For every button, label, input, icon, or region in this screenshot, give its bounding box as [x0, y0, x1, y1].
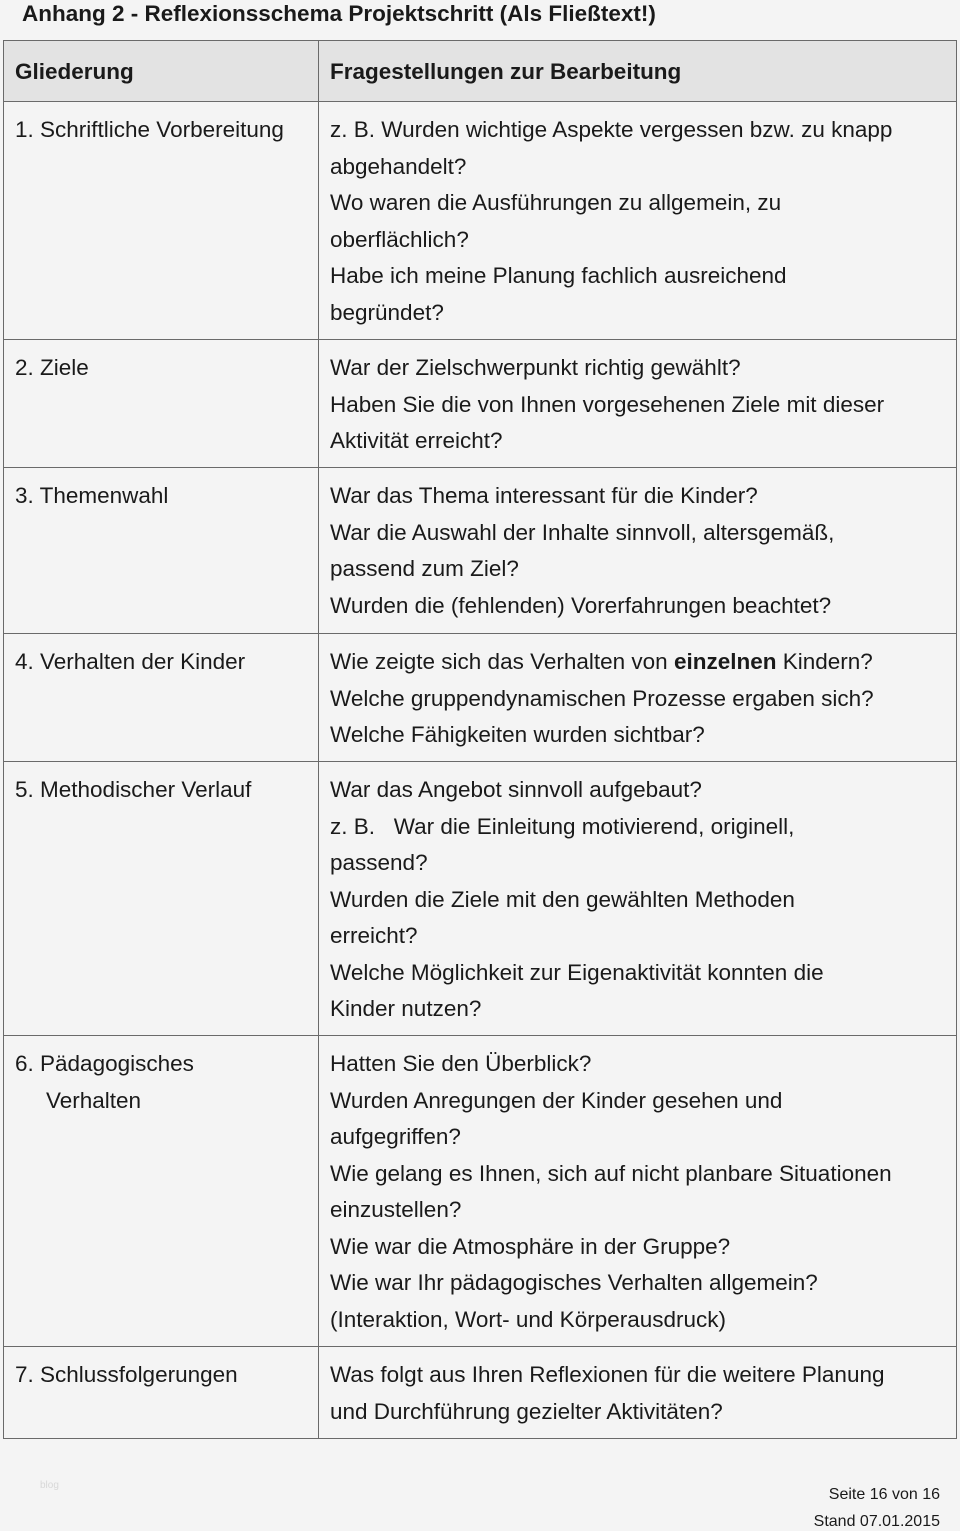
questions-cell	[319, 762, 957, 1036]
questions-cell	[319, 102, 957, 340]
question-line: z. B. War die Einleitung motivierend, originell,	[330, 813, 795, 839]
question-line: erreicht?	[330, 923, 418, 948]
question-line: passend zum Ziel?	[330, 556, 519, 581]
question-line: War das Angebot sinnvoll aufgebaut?	[330, 777, 702, 802]
question-line: Kinder nutzen?	[330, 996, 482, 1021]
section-label: 7. Schlussfolgerungen	[15, 1362, 238, 1387]
question-line: Wie war die Atmosphäre in der Gruppe?	[330, 1233, 731, 1259]
section-label: 6. Pädagogisches	[15, 1051, 194, 1076]
table-row	[4, 762, 957, 1036]
question-line: Habe ich meine Planung fachlich ausreichend	[330, 263, 787, 288]
section-cell	[4, 102, 319, 340]
table-row	[4, 1036, 957, 1347]
questions-cell	[319, 1036, 957, 1347]
reflection-table	[3, 40, 957, 1439]
question-line: aufgegriffen?	[330, 1124, 461, 1149]
section-cell	[4, 1036, 319, 1347]
table-row	[4, 1347, 957, 1439]
question-line: War die Auswahl der Inhalte sinnvoll, altersgemäß,	[330, 519, 835, 545]
questions-cell	[319, 1347, 957, 1439]
question-line: Welche Fähigkeiten wurden sichtbar?	[330, 722, 705, 747]
question-line: Wo waren die Ausführungen zu allgemein, zu	[330, 190, 782, 215]
table-header-row	[4, 41, 957, 102]
question-line: Hatten Sie den Überblick?	[330, 1051, 592, 1076]
question-line: Was folgt aus Ihren Reflexionen für die weitere Planung	[330, 1362, 885, 1387]
table-row	[4, 468, 957, 634]
question-line: z. B. Wurden wichtige Aspekte vergessen bzw. zu knapp	[330, 117, 893, 142]
header-gliederung: Gliederung	[4, 41, 319, 102]
question-segment: einzelnen	[673, 649, 777, 674]
document-title: Anhang 2 - Reflexionsschema Projektschritt (Als Fließtext!)	[22, 1, 656, 26]
question-segment: Wie zeigte sich das Verhalten von	[330, 649, 674, 674]
section-cell	[4, 340, 319, 468]
section-cell	[4, 634, 319, 762]
table-row	[4, 102, 957, 340]
table-row	[4, 634, 957, 762]
section-cell	[4, 1347, 319, 1439]
question-line: abgehandelt?	[330, 153, 467, 179]
question-line: Wie war Ihr pädagogisches Verhalten allgemein?	[330, 1270, 818, 1295]
section-cell	[4, 468, 319, 634]
question-line: begründet?	[330, 299, 444, 325]
question-line	[330, 644, 946, 681]
question-line: Wurden die Ziele mit den gewählten Methoden	[330, 886, 795, 912]
questions-cell	[319, 340, 957, 468]
question-line: passend?	[330, 850, 428, 875]
section-label: 1. Schriftliche Vorbereitung	[15, 117, 284, 142]
question-line: Wurden Anregungen der Kinder gesehen und	[330, 1087, 783, 1113]
section-label: 2. Ziele	[15, 355, 89, 380]
date-stamp: Stand 07.01.2015	[813, 1513, 940, 1530]
question-line: oberflächlich?	[330, 226, 469, 252]
watermark: blog	[40, 1480, 59, 1491]
question-line: einzustellen?	[330, 1197, 462, 1222]
question-line: Aktivität erreicht?	[330, 428, 503, 453]
question-line: und Durchführung gezielter Aktivitäten?	[330, 1398, 723, 1424]
section-label: 3. Themenwahl	[15, 483, 169, 508]
table-row	[4, 340, 957, 468]
question-line: War der Zielschwerpunkt richtig gewählt?	[330, 355, 741, 380]
header-fragestellungen: Fragestellungen zur Bearbeitung	[319, 41, 957, 102]
question-line: Wie gelang es Ihnen, sich auf nicht planbare Situationen	[330, 1160, 892, 1186]
question-line: Wurden die (fehlenden) Vorerfahrungen beachtet?	[330, 592, 832, 618]
question-line: Haben Sie die von Ihnen vorgesehenen Ziele mit dieser	[330, 391, 885, 417]
section-label: Verhalten	[46, 1087, 142, 1113]
question-line: (Interaktion, Wort- und Körperausdruck)	[330, 1306, 727, 1332]
questions-cell	[319, 468, 957, 634]
section-label: 5. Methodischer Verlauf	[15, 777, 252, 802]
section-label: 4. Verhalten der Kinder	[15, 649, 246, 674]
question-line: War das Thema interessant für die Kinder?	[330, 483, 758, 508]
section-cell	[4, 762, 319, 1036]
question-line: Welche gruppendynamischen Prozesse ergaben sich?	[330, 685, 874, 711]
page-number: Seite 16 von 16	[828, 1486, 940, 1503]
question-segment: Kindern?	[776, 649, 873, 674]
question-line: Welche Möglichkeit zur Eigenaktivität konnten die	[330, 959, 824, 985]
questions-cell	[319, 634, 957, 762]
